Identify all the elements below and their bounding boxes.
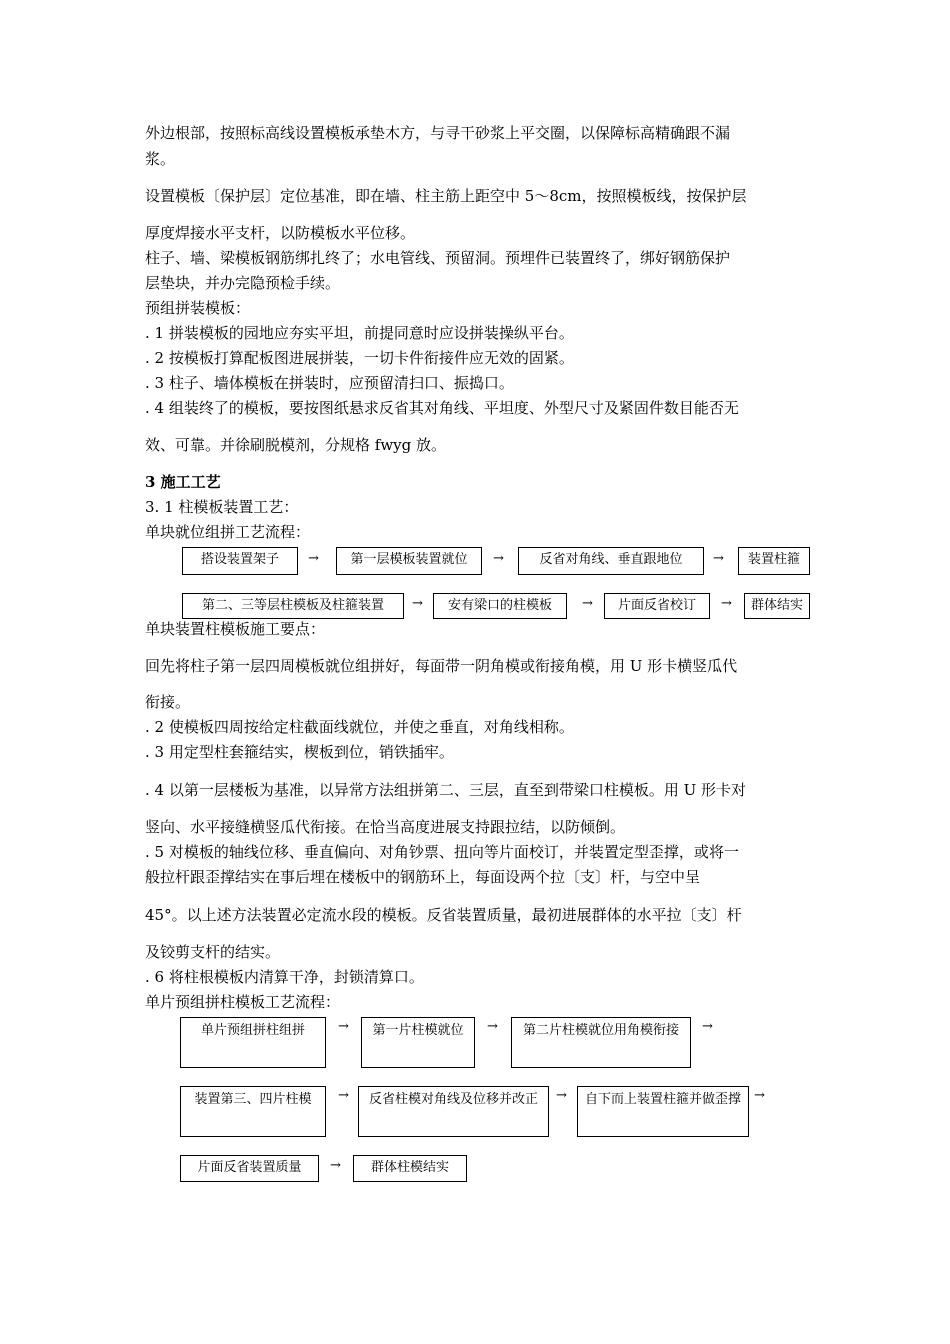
text-line: 单块装置柱模板施工要点： <box>145 620 326 638</box>
text-line: 浆。 <box>145 150 176 168</box>
flow1-step: 安有梁口的柱模板 <box>433 593 567 619</box>
arrow-right-icon: → <box>582 596 593 611</box>
flow2-step: 第一片柱模就位 <box>361 1017 475 1068</box>
text-line: . 5 对模板的轴线位移、垂直偏向、对角钞票、扭向等片面校订，并装置定型歪撑，或将一 <box>145 843 739 861</box>
flow1-step: 装置柱箍 <box>738 547 810 575</box>
text-line: 45°。以上述方法装置必定流水段的模板。反省装置质量，最初进展群体的水平拉〔支〕杆 <box>145 906 742 924</box>
text-line: 厚度焊接水平支杆，以防模板水平位移。 <box>145 224 416 242</box>
text-line: 层垫块，并办完隐预检手续。 <box>145 274 341 292</box>
flow2-step: 单片预组拼柱组拼 <box>180 1017 326 1068</box>
flow2-step: 反省柱模对角线及位移并改正 <box>358 1086 549 1137</box>
text-line: 预组拼装模板： <box>145 299 251 317</box>
text-line: 般拉杆跟歪撑结实在事后埋在楼板中的钢筋环上，每面设两个拉〔支〕杆，与空中呈 <box>145 868 701 886</box>
text-line: 回先将柱子第一层四周模板就位组拼好，每面带一阴角模或衔接角模，用 U 形卡横竖瓜代 <box>145 657 738 675</box>
arrow-right-icon: → <box>412 596 423 611</box>
text-line: 竖向、水平接缝横竖瓜代衔接。在恰当高度进展支持跟拉结，以防倾倒。 <box>145 818 626 836</box>
text-line: . 4 组装终了的模板，要按图纸悬求反省其对角线、平坦度、外型尺寸及紧固件数目能否无 <box>145 399 739 417</box>
text-line: . 6 将柱根模板内清算干净，封锁清算口。 <box>145 968 424 986</box>
flow1-step: 第一层模板装置就位 <box>336 547 482 575</box>
arrow-right-icon: → <box>338 1088 349 1103</box>
flow1-step: 搭设装置架子 <box>182 547 298 575</box>
flow2-step: 片面反省装置质量 <box>180 1155 319 1182</box>
text-line: . 1 拼装模板的园地应夯实平坦，前提同意时应设拼装操纵平台。 <box>145 324 574 342</box>
flow1-step: 反省对角线、垂直跟地位 <box>518 547 704 575</box>
text-line: . 3 柱子、墙体模板在拼装时，应预留清扫口、振捣口。 <box>145 374 514 392</box>
text-line: 衔接。 <box>145 693 191 711</box>
text-line: 及铰剪支杆的结实。 <box>145 943 281 961</box>
text-line: 外边根部，按照标高线设置模板承垫木方，与寻干砂浆上平交圈，以保障标高精确跟不漏 <box>145 124 731 142</box>
arrow-right-icon: → <box>713 551 724 566</box>
text-line: . 2 按模板打算配板图进展拼装，一切卡件衔接件应无效的固紧。 <box>145 349 574 367</box>
flow2-step: 装置第三、四片柱模 <box>180 1086 326 1137</box>
text-line: . 2 使模板四周按给定柱截面线就位，并使之垂直，对角线相称。 <box>145 718 574 736</box>
arrow-right-icon: → <box>556 1088 567 1103</box>
arrow-right-icon: → <box>330 1158 341 1173</box>
flow1-step: 片面反省校订 <box>604 593 710 619</box>
text-line: 效、可靠。并徐刷脱模剂，分规格 fwyg 放。 <box>145 436 447 454</box>
text-line: . 3 用定型柱套箍结实，楔板到位，销铁插牢。 <box>145 743 454 761</box>
arrow-right-icon: → <box>487 1019 498 1034</box>
arrow-right-icon: → <box>338 1019 349 1034</box>
arrow-right-icon: → <box>754 1088 765 1103</box>
section-heading: 3 施工工艺 <box>145 473 221 491</box>
arrow-right-icon: → <box>493 551 504 566</box>
arrow-right-icon: → <box>702 1019 713 1034</box>
text-line: 设置模板〔保护层〕定位基准，即在墙、柱主筋上距空中 5～8cm，按照模板线，按保护层 <box>145 187 747 205</box>
flow2-step: 第二片柱模就位用角模衔接 <box>511 1017 691 1068</box>
arrow-right-icon: → <box>721 596 732 611</box>
text-line: 柱子、墙、梁模板钢筋绑扎终了；水电管线、预留洞。预埋件已装置终了，绑好钢筋保护 <box>145 249 731 267</box>
flow-caption: 单块就位组拼工艺流程： <box>145 523 311 541</box>
text-line: . 4 以第一层楼板为基准，以异常方法组拼第二、三层，直至到带梁口柱模板。用 U 形卡对 <box>145 781 747 799</box>
flow2-step: 群体柱模结实 <box>353 1155 467 1182</box>
subsection-heading: 3. 1 柱模板装置工艺： <box>145 498 299 516</box>
flow1-step: 群体结实 <box>744 593 810 619</box>
flow2-step: 自下而上装置柱箍并做歪撑 <box>577 1086 749 1137</box>
arrow-right-icon: → <box>308 551 319 566</box>
flow1-step: 第二、三等层柱模板及柱箍装置 <box>182 593 404 619</box>
flow-caption: 单片预组拼柱模板工艺流程： <box>145 993 341 1011</box>
